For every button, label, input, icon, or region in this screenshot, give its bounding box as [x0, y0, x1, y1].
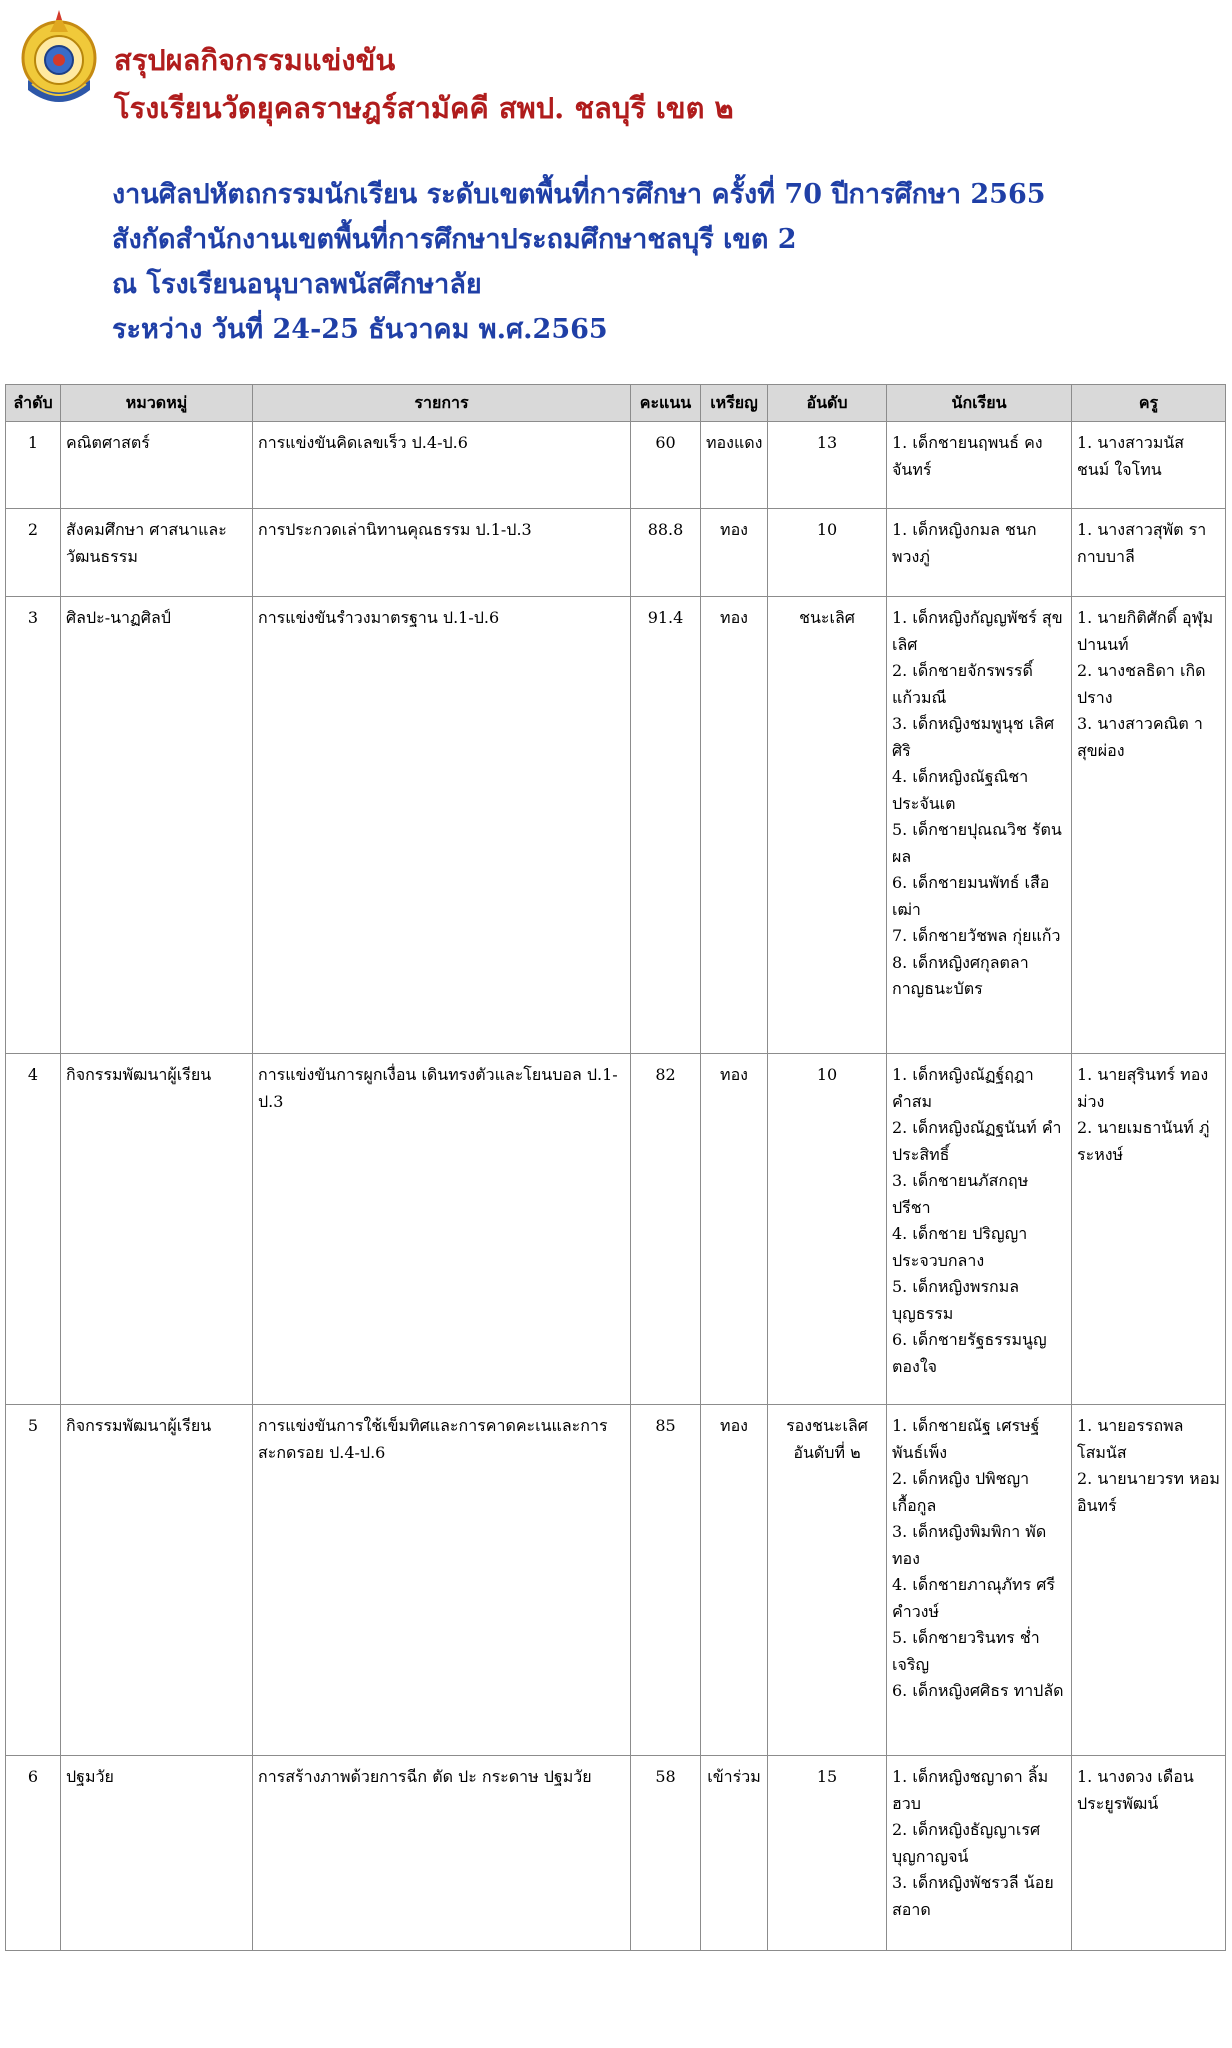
student-name: 5. เด็กชายปุณณวิช รัตนผล — [892, 820, 1062, 866]
row-score: 58 — [631, 1756, 701, 1951]
table-row — [6, 1405, 1226, 1756]
table-row — [6, 1756, 1226, 1951]
row-teachers — [1072, 1054, 1226, 1405]
row-rank: 13 — [768, 422, 887, 509]
row-event: การแข่งขันการใช้เข็มทิศและการคาดคะเนและการสะกดรอย ป.4-ป.6 — [253, 1405, 631, 1756]
column-header-no: ลำดับ — [6, 385, 61, 422]
event-venue: ณ โรงเรียนอนุบาลพนัสศึกษาลัย — [112, 269, 482, 300]
row-number: 4 — [6, 1054, 61, 1405]
student-name: 6. เด็กหญิงศศิธร ทาปลัด — [892, 1681, 1064, 1700]
row-rank: 15 — [768, 1756, 887, 1951]
row-category: กิจกรรมพัฒนาผู้เรียน — [61, 1405, 253, 1756]
column-header-score: คะแนน — [631, 385, 701, 422]
table-row — [6, 422, 1226, 509]
results-table — [5, 384, 1226, 1951]
row-rank: รองชนะเลิศ อันดับที่ ๒ — [768, 1405, 887, 1756]
student-name: 7. เด็กชายวัชพล กุ่ยแก้ว — [892, 926, 1061, 945]
row-students — [887, 509, 1072, 597]
student-name: 3. เด็กชายนภัสกฤษ ปรีชา — [892, 1171, 1029, 1217]
row-medal: ทอง — [701, 509, 768, 597]
teacher-name: 2. นายนายวรท หอมอินทร์ — [1077, 1469, 1220, 1515]
row-medal: ทอง — [701, 1405, 768, 1756]
student-name: 4. เด็กหญิงณัฐณิชา ประจันเต — [892, 767, 1029, 813]
row-teachers — [1072, 1756, 1226, 1951]
row-score: 60 — [631, 422, 701, 509]
row-students — [887, 597, 1072, 1054]
student-name: 1. เด็กหญิงกัญญพัชร์ สุขเลิศ — [892, 608, 1063, 654]
row-category: ปฐมวัย — [61, 1756, 253, 1951]
school-emblem-icon — [18, 10, 100, 114]
row-event: การแข่งขันรำวงมาตรฐาน ป.1-ป.6 — [253, 597, 631, 1054]
row-score: 88.8 — [631, 509, 701, 597]
row-teachers — [1072, 1405, 1226, 1756]
school-name: โรงเรียนวัดยุคลราษฎร์สามัคคี สพป. ชลบุรี เขต ๒ — [114, 91, 734, 125]
row-score: 91.4 — [631, 597, 701, 1054]
row-teachers — [1072, 422, 1226, 509]
row-rank: ชนะเลิศ — [768, 597, 887, 1054]
row-event: การแข่งขันคิดเลขเร็ว ป.4-ป.6 — [253, 422, 631, 509]
teacher-name: 3. นางสาวคณิต า สุขผ่อง — [1077, 714, 1203, 760]
row-category: ศิลปะ-นาฏศิลป์ — [61, 597, 253, 1054]
table-row — [6, 597, 1226, 1054]
row-category: คณิตศาสตร์ — [61, 422, 253, 509]
student-name: 5. เด็กหญิงพรกมล บุญธรรม — [892, 1277, 1020, 1323]
student-name: 3. เด็กหญิงชมพูนุช เลิศศิริ — [892, 714, 1055, 760]
row-event: การสร้างภาพด้วยการฉีก ตัด ปะ กระดาษ ปฐมวัย — [253, 1756, 631, 1951]
column-header-category: หมวดหมู่ — [61, 385, 253, 422]
student-name: 3. เด็กหญิงพัชรวลี น้อยสอาด — [892, 1873, 1054, 1919]
row-number: 6 — [6, 1756, 61, 1951]
row-category: กิจกรรมพัฒนาผู้เรียน — [61, 1054, 253, 1405]
teacher-name: 1. นางดวง เดือน ประยูรพัฒน์ — [1077, 1767, 1194, 1813]
row-rank: 10 — [768, 509, 887, 597]
row-students — [887, 1405, 1072, 1756]
event-dates: ระหว่าง วันที่ 24-25 ธันวาคม พ.ศ.2565 — [112, 314, 608, 345]
row-medal: ทอง — [701, 1054, 768, 1405]
event-title: งานศิลปหัตถกรรมนักเรียน ระดับเขตพื้นที่การศึกษา ครั้งที่ 70 ปีการศึกษา 2565 — [112, 179, 1046, 210]
column-header-event: รายการ — [253, 385, 631, 422]
student-name: 4. เด็กชายภาณุภัทร ศรีคำวงษ์ — [892, 1575, 1056, 1621]
student-name: 3. เด็กหญิงพิมพิกา พัดทอง — [892, 1522, 1047, 1568]
student-name: 1. เด็กชายนฤพนธ์ คง จันทร์ — [892, 433, 1043, 479]
student-name: 2. เด็กหญิง ปพิชญา เกื้อกูล — [892, 1469, 1030, 1515]
row-number: 2 — [6, 509, 61, 597]
table-header-row — [6, 385, 1226, 422]
row-teachers — [1072, 509, 1226, 597]
student-name: 8. เด็กหญิงศกุลตลา กาญธนะบัตร — [892, 952, 1029, 998]
teacher-name: 1. นายสุรินทร์ ทองม่วง — [1077, 1065, 1209, 1111]
student-name: 2. เด็กชายจักรพรรดิ์ แก้วมณี — [892, 661, 1033, 707]
event-affiliation: สังกัดสำนักงานเขตพื้นที่การศึกษาประถมศึกษาชลบุรี เขต 2 — [112, 224, 797, 255]
column-header-teachers: ครู — [1072, 385, 1226, 422]
teacher-name: 1. นายอรรถพล โสมนัส — [1077, 1416, 1184, 1462]
row-number: 1 — [6, 422, 61, 509]
teacher-name: 2. นางชลธิดา เกิดปราง — [1077, 661, 1206, 707]
student-name: 1. เด็กหญิงณัฏฐ์ฤฎา คำสม — [892, 1065, 1034, 1111]
document-header — [18, 10, 1218, 125]
student-name: 1. เด็กหญิงกมล ชนก พวงภู่ — [892, 520, 1037, 566]
student-name: 2. เด็กหญิงณัฏฐนันท์ คำประสิทธิ์ — [892, 1118, 1062, 1164]
row-category: สังคมศึกษา ศาสนาและวัฒนธรรม — [61, 509, 253, 597]
row-number: 3 — [6, 597, 61, 1054]
table-row — [6, 1054, 1226, 1405]
row-score: 85 — [631, 1405, 701, 1756]
row-event: การแข่งขันการผูกเงื่อน เดินทรงตัวและโยนบอล ป.1-ป.3 — [253, 1054, 631, 1405]
table-row — [6, 509, 1226, 597]
student-name: 1. เด็กหญิงชญาดา ลิ้มฮวบ — [892, 1767, 1049, 1813]
student-name: 4. เด็กชาย ปริญญา ประจวบกลาง — [892, 1224, 1028, 1270]
column-header-rank: อันดับ — [768, 385, 887, 422]
student-name: 1. เด็กชายณัฐ เศรษฐ์ พันธ์เพ็ง — [892, 1416, 1040, 1462]
row-score: 82 — [631, 1054, 701, 1405]
teacher-name: 1. นายกิติศักดิ์ อุฬุมปานนท์ — [1077, 608, 1214, 654]
student-name: 5. เด็กชายวรินทร ช่ำเจริญ — [892, 1628, 1040, 1674]
teacher-name: 2. นายเมธานันท์ ภู่ระหงษ์ — [1077, 1118, 1210, 1164]
student-name: 6. เด็กชายรัฐธรรมนูญ ตองใจ — [892, 1330, 1047, 1376]
row-event: การประกวดเล่านิทานคุณธรรม ป.1-ป.3 — [253, 509, 631, 597]
student-name: 6. เด็กชายมนพัทธ์ เสือเฒ่า — [892, 873, 1050, 919]
row-medal: ทองแดง — [701, 422, 768, 509]
column-header-medal: เหรียญ — [701, 385, 768, 422]
row-number: 5 — [6, 1405, 61, 1756]
row-medal: เข้าร่วม — [701, 1756, 768, 1951]
teacher-name: 1. นางสาวมนัส ชนม์ ใจโทน — [1077, 433, 1185, 479]
report-title: สรุปผลกิจกรรมแข่งขัน — [114, 43, 396, 77]
row-students — [887, 1756, 1072, 1951]
teacher-name: 1. นางสาวสุพัต รา กาบบาลี — [1077, 520, 1207, 566]
row-medal: ทอง — [701, 597, 768, 1054]
row-students — [887, 422, 1072, 509]
row-teachers — [1072, 597, 1226, 1054]
student-name: 2. เด็กหญิงธัญญาเรศ บุญกาญจน์ — [892, 1820, 1041, 1866]
row-students — [887, 1054, 1072, 1405]
column-header-students: นักเรียน — [887, 385, 1072, 422]
row-rank: 10 — [768, 1054, 887, 1405]
